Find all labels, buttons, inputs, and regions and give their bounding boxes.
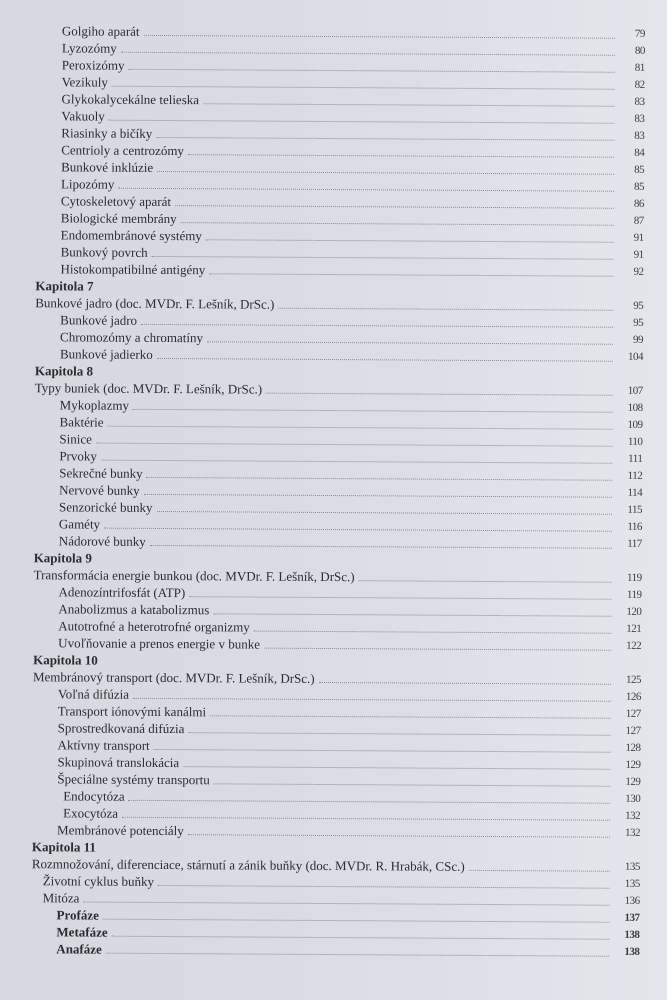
page-number: 115 [627, 503, 643, 516]
toc-entry-label: Profáze [56, 907, 99, 923]
page-number: 79 [634, 27, 645, 40]
dot-leader [106, 953, 609, 957]
toc-entry-label: Voľná difúzia [57, 686, 130, 702]
table-of-contents [0, 22, 667, 961]
toc-entry-label: Nádorové bunky [58, 533, 146, 549]
page-number: 119 [626, 571, 642, 584]
dot-leader [83, 902, 609, 906]
page-number: 99 [633, 333, 644, 346]
toc-entry-label: Kapitola 8 [34, 363, 94, 379]
page-number: 108 [627, 401, 643, 414]
page-number: 137 [624, 911, 640, 924]
dot-leader [157, 171, 614, 175]
toc-entry-label: Mykoplazmy [59, 397, 130, 413]
toc-entry-label: Typy buniek (doc. MVDr. F. Lešník, DrSc.) [34, 380, 263, 397]
toc-entry-label: Prvoky [59, 448, 97, 464]
dot-leader [154, 749, 611, 753]
toc-entry-label: Vezikuly [61, 74, 108, 90]
page-number: 86 [633, 197, 644, 210]
dot-leader [214, 783, 611, 786]
page-number: 120 [626, 605, 642, 618]
page-number: 83 [634, 129, 645, 142]
toc-entry-label: Chromozómy a chromatíny [60, 329, 204, 346]
dot-leader [266, 393, 613, 396]
page-number: 91 [633, 248, 644, 261]
toc-entry-label: Kapitola 7 [35, 278, 94, 294]
page-number: 104 [627, 350, 644, 363]
toc-entry-label: Bunkové jadro [60, 312, 138, 328]
dot-leader [112, 86, 615, 90]
page-number: 82 [634, 78, 645, 91]
dot-leader [101, 460, 612, 464]
dot-leader [188, 732, 610, 736]
dot-leader [209, 273, 613, 276]
dot-leader [188, 154, 614, 158]
toc-entry-label: Transport iónovými kanálmi [57, 703, 207, 720]
page-number: 85 [634, 163, 645, 176]
page-number: 127 [625, 707, 641, 720]
toc-entry-label: Exocytóza [63, 805, 119, 821]
toc-entry-label: Uvoľňovanie a prenos energie v bunke [58, 635, 261, 652]
toc-entry-label: Vakuoly [61, 108, 105, 124]
toc-entry-label: Aktívny transport [57, 737, 150, 753]
dot-leader [203, 103, 614, 107]
toc-entry-label: Špeciálne systémy transportu [57, 771, 210, 788]
toc-entry-label: Mitóza [42, 890, 80, 906]
dot-leader [158, 885, 610, 889]
toc-entry-label: Nervové bunky [59, 482, 140, 498]
page-number: 128 [625, 741, 641, 754]
page-number: 136 [624, 894, 640, 907]
toc-entry-label: Anafáze [56, 941, 102, 957]
page-number: 119 [626, 588, 642, 601]
toc-entry-label: Kapitola 11 [31, 839, 96, 855]
page-number: 85 [633, 180, 645, 193]
page-number: 114 [627, 486, 643, 499]
toc-entry-label: Membránové potenciály [57, 822, 184, 839]
toc-entry-label: Endomembránové systémy [60, 227, 202, 244]
toc-entry-label: Životní cyklus buňky [42, 873, 155, 889]
dot-leader [108, 426, 613, 430]
dot-leader [133, 409, 613, 413]
toc-entry [0, 940, 661, 961]
dot-leader [207, 341, 613, 344]
page-number: 95 [633, 299, 644, 312]
toc-entry-label: Peroxizómy [61, 57, 125, 73]
page-number: 87 [633, 214, 644, 227]
toc-entry-label: Anabolizmus a katabolizmus [58, 601, 210, 618]
toc-entry-label: Sinice [59, 431, 92, 447]
dot-leader [152, 256, 614, 260]
page-number: 83 [634, 95, 645, 108]
dot-leader [133, 698, 611, 702]
dot-leader [122, 817, 610, 821]
toc-entry-label: Senzorické bunky [58, 499, 153, 515]
toc-entry-label: Histokompatibilné antigény [60, 261, 206, 278]
page-number: 122 [626, 639, 642, 652]
page-number: 125 [625, 673, 642, 686]
toc-entry-label: Riasinky a bičíky [61, 125, 153, 141]
page-number: 91 [633, 231, 644, 244]
dot-leader [147, 477, 613, 481]
toc-entry-label: Bunkové inklúzie [61, 159, 154, 175]
toc-entry-label: Sprostredkovaná difúzia [57, 720, 185, 737]
dot-leader [264, 648, 611, 651]
toc-entry-label: Baktérie [59, 414, 104, 430]
dot-leader [112, 936, 610, 940]
page-number: 117 [627, 537, 642, 550]
dot-leader [96, 443, 612, 447]
dot-leader [157, 358, 613, 362]
toc-entry-label: Cytoskeletový aparát [60, 193, 172, 210]
dot-leader [121, 52, 615, 56]
page-number: 95 [633, 316, 644, 329]
dot-leader [175, 205, 614, 209]
page-number: 109 [627, 418, 643, 431]
page-number: 83 [634, 112, 645, 125]
dot-leader [188, 834, 610, 838]
page-number: 127 [625, 724, 641, 737]
page-number: 84 [634, 146, 645, 159]
page-number: 112 [627, 469, 643, 482]
toc-entry-label: Bunkové jadro (doc. MVDr. F. Lešník, DrSc.) [35, 295, 275, 312]
page-number: 121 [626, 622, 642, 635]
dot-leader [157, 511, 612, 515]
page-number: 126 [625, 690, 641, 703]
page-number: 110 [627, 435, 643, 448]
page-number: 132 [625, 809, 641, 822]
toc-entry-label: Lipozómy [60, 176, 115, 192]
toc-entry-label: Rozmnožování, diferenciace, stárnutí a zánik buňky (doc. MVDr. R. Hrabák, CSc.) [31, 856, 465, 874]
dot-leader [181, 222, 614, 226]
toc-entry-label: Transformácia energie bunkou (doc. MVDr. F. Lešník, DrSc.) [33, 567, 355, 585]
dot-leader [210, 715, 611, 718]
toc-entry-label: Lyzozómy [61, 40, 117, 56]
dot-leader [206, 239, 614, 242]
page-number: 92 [633, 265, 644, 278]
toc-entry-label: Golgiho aparát [61, 23, 140, 39]
dot-leader [129, 69, 615, 73]
toc-entry-label: Membránový transport (doc. MVDr. F. Lešník, DrSc.) [32, 669, 315, 686]
page-number: 138 [624, 945, 640, 958]
page-number: 129 [625, 775, 641, 788]
toc-entry-label: Kapitola 10 [33, 652, 98, 668]
toc-entry-label: Gaméty [58, 516, 101, 532]
dot-leader [319, 682, 611, 685]
dot-leader [213, 613, 611, 616]
toc-entry-label: Sekrečné bunky [59, 465, 143, 481]
dot-leader [278, 308, 613, 311]
dot-leader [118, 188, 614, 192]
dot-leader [109, 120, 615, 124]
page-number: 107 [627, 384, 643, 397]
dot-leader [183, 766, 610, 770]
page-number: 116 [627, 520, 642, 533]
dot-leader [144, 494, 612, 498]
page-number: 135 [624, 877, 640, 890]
dot-leader [254, 631, 612, 634]
toc-entry-label: Kapitola 9 [33, 550, 92, 566]
dot-leader [141, 324, 613, 328]
dot-leader [150, 545, 612, 549]
toc-entry-label: Skupinová translokácia [57, 754, 180, 771]
page-number: 81 [634, 61, 645, 74]
toc-entry-label: Endocytóza [63, 788, 125, 804]
dot-leader [144, 35, 615, 39]
page-number: 138 [624, 928, 640, 941]
toc-entry-label: Adenozíntrifosfát (ATP) [58, 584, 186, 601]
toc-entry-label: Glykokalycekálne telieska [61, 91, 200, 108]
page-number: 130 [625, 792, 641, 805]
dot-leader [469, 870, 610, 872]
toc-entry-label: Centrioly a centrozómy [61, 142, 185, 159]
toc-entry-label: Autotrofné a heterotrofné organizmy [58, 618, 250, 635]
page-number: 132 [625, 826, 641, 839]
dot-leader [129, 800, 611, 804]
dot-leader [359, 580, 612, 583]
dot-leader [103, 919, 610, 923]
page-number: 80 [634, 44, 645, 57]
page-number: 129 [625, 758, 641, 771]
dot-leader [156, 137, 614, 141]
toc-entry-label: Bunkový povrch [60, 244, 148, 260]
page-number: 111 [628, 452, 643, 465]
toc-entry-label: Biologické membrány [60, 210, 177, 227]
page-number: 135 [624, 860, 640, 873]
dot-leader [104, 528, 612, 532]
toc-entry-label: Metafáze [56, 924, 108, 940]
dot-leader [189, 596, 611, 600]
toc-entry-label: Bunkové jadierko [59, 346, 153, 362]
